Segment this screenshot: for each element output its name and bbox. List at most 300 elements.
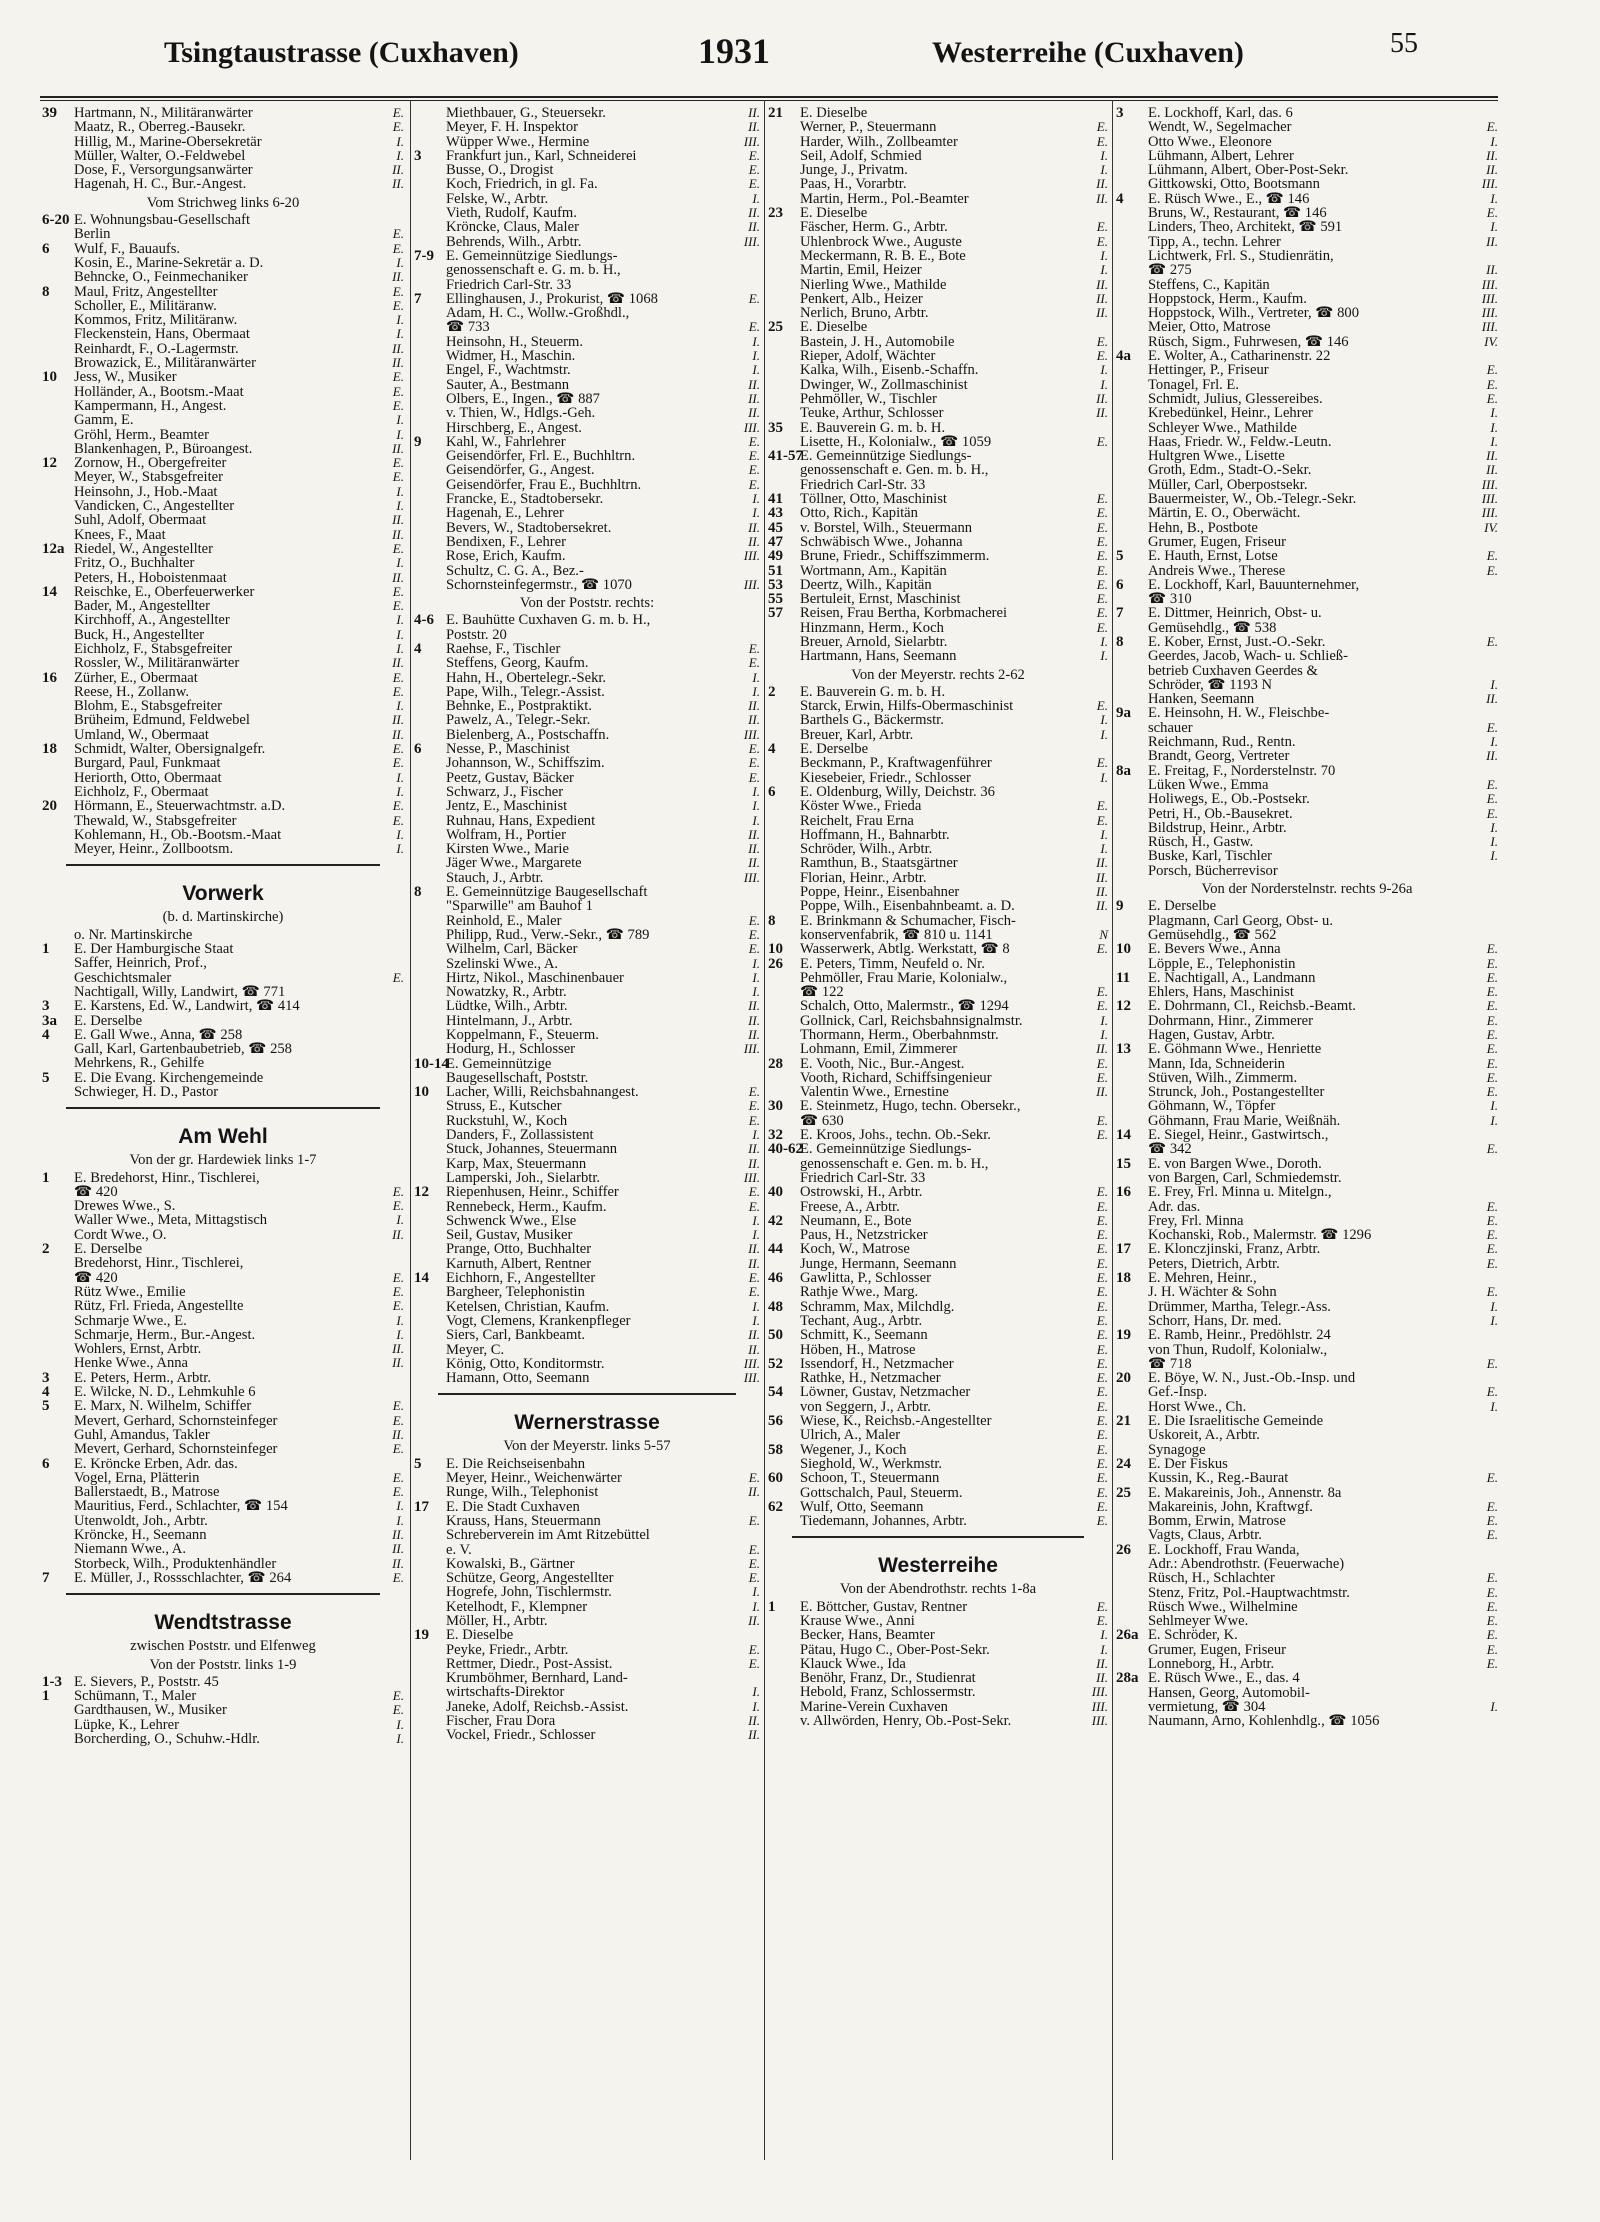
floor-indicator: I. [1490,848,1498,864]
directory-entry [1116,821,1498,835]
directory-entry [42,135,404,149]
resident-text: Eichhorn, F., Angestellter [446,1271,596,1286]
floor-indicator: II. [748,205,760,221]
floor-indicator: E. [748,926,760,942]
resident-text: Ruhnau, Hans, Expedient [446,813,596,828]
resident-text: Thormann, Herm., Oberbahnmstr. [800,1028,999,1043]
floor-indicator: E. [748,433,760,449]
floor-indicator: II. [748,1484,760,1500]
directory-entry [414,1014,760,1028]
resident-text: Rüsch, H., Schlachter [1148,1571,1275,1586]
floor-indicator: E. [392,755,404,771]
directory-entry [414,1071,760,1085]
directory-entry [768,506,1108,520]
directory-entry [1116,564,1498,578]
resident-text: Schmarje, Herm., Bur.-Angest. [74,1327,256,1343]
resident-text: Köster Wwe., Frieda [800,799,922,814]
resident-text: Hodurg, H., Schlosser [446,1042,576,1057]
resident-text: Ruckstuhl, W., Koch [446,1113,568,1129]
floor-indicator: E. [748,162,760,178]
resident-text: E. Rüsch Wwe., E., das. 4 [1148,1671,1300,1686]
house-number: 6 [1116,576,1124,593]
directory-entry [42,742,404,756]
resident-text: genossenschaft e. G. m. b. H., [446,263,621,278]
floor-indicator: E. [1096,591,1108,607]
directory-entry [1116,971,1498,985]
floor-indicator: E. [392,969,404,985]
directory-entry [768,1099,1108,1113]
floor-indicator: E. [1486,633,1498,649]
resident-text: Kowalski, B., Gärtner [446,1556,575,1572]
directory-entry [414,814,760,828]
floor-indicator: II. [1486,748,1498,764]
directory-entry [768,1171,1108,1185]
directory-entry [1116,778,1498,792]
floor-indicator: E. [1486,362,1498,378]
resident-text: E. Bredehorst, Hinr., Tischlerei, [74,1170,260,1185]
directory-entry [1116,1614,1498,1628]
directory-entry [414,1200,760,1214]
directory-entry [768,1071,1108,1085]
house-number: 26 [1116,1541,1131,1558]
resident-text: Koch, W., Matrose [800,1242,910,1257]
house-number: 48 [768,1298,783,1315]
directory-entry [42,1028,404,1042]
floor-indicator: E. [1486,1513,1498,1529]
resident-text: Hoppstock, Herm., Kaufm. [1148,291,1307,307]
resident-text: Lonneborg, H., Arbtr. [1148,1657,1275,1672]
floor-indicator: III. [1481,476,1498,492]
directory-entry [768,685,1108,699]
resident-text: Haas, Friedr. W., Feldw.-Leutn. [1148,434,1332,450]
directory-entry [414,106,760,120]
house-number: 1 [42,1169,50,1186]
resident-text: ☎ 630 [800,1113,844,1129]
directory-entry [1116,1014,1498,1028]
floor-indicator: E. [1096,233,1108,249]
floor-indicator: II. [748,376,760,392]
floor-indicator: I. [1100,726,1108,742]
resident-text: betrieb Cuxhaven Geerdes & [1148,663,1318,678]
floor-indicator: II. [1486,462,1498,478]
resident-text: Frey, Frl. Minna [1148,1213,1244,1229]
directory-entry [1116,535,1498,549]
directory-entry [768,1671,1108,1685]
directory-entry [1116,578,1498,592]
floor-indicator: E. [392,119,404,135]
floor-indicator: II. [748,519,760,535]
directory-entry [414,521,760,535]
resident-text: Steffens, Georg, Kaufm. [446,656,589,671]
floor-indicator: E. [1096,1598,1108,1614]
resident-text: Hintelmann, J., Arbtr. [446,1013,573,1028]
directory-entry [768,1142,1108,1156]
directory-entry [414,406,760,420]
resident-text: Marine-Verein Cuxhaven [800,1699,948,1715]
floor-indicator: III. [1481,276,1498,292]
resident-text: Hagen, Gustav, Arbtr. [1148,1028,1275,1043]
floor-indicator: III. [1481,290,1498,306]
directory-entry [768,135,1108,149]
floor-indicator: E. [1096,519,1108,535]
directory-entry [1116,764,1498,778]
directory-entry [768,1085,1108,1099]
floor-indicator: I. [396,783,404,799]
floor-indicator: E. [1486,998,1498,1014]
resident-text: Starck, Erwin, Hilfs-Obermaschinist [800,699,1014,714]
floor-indicator: II. [1486,448,1498,464]
resident-text: Bevers, W., Stadtobersekret. [446,520,612,535]
resident-text: Blankenhagen, P., Büroangest. [74,441,253,457]
resident-text: E. Böttcher, Gustav, Rentner [800,1599,968,1614]
directory-entry [768,756,1108,770]
floor-indicator: II. [1486,691,1498,707]
floor-indicator: I. [1490,219,1498,235]
resident-text: Gemüsehdlg., ☎ 562 [1148,927,1277,943]
floor-indicator: III. [1481,491,1498,507]
floor-indicator: II. [392,176,404,192]
floor-indicator: E. [1096,1384,1108,1400]
resident-text: Schornsteinfegermstr., ☎ 1070 [446,577,632,593]
resident-text: Geisendörfer, G., Angest. [446,463,595,478]
house-number: 19 [414,1627,429,1644]
house-number: 7-9 [414,247,434,264]
resident-text: Krause Wwe., Anni [800,1613,915,1629]
directory-entry [1116,135,1498,149]
resident-text: Issendorf, H., Netzmacher [800,1356,954,1372]
directory-entry [1116,406,1498,420]
street-heading: Vorwerk [182,882,264,906]
resident-text: Friedrich Carl-Str. 33 [800,477,926,493]
floor-indicator: E. [1096,698,1108,714]
directory-entry [768,1400,1108,1414]
house-number: 50 [768,1327,783,1344]
floor-indicator: I. [1100,262,1108,278]
floor-indicator: E. [1486,1027,1498,1042]
floor-indicator: II. [392,1541,404,1557]
directory-entry [768,1500,1108,1514]
floor-indicator: I. [752,1127,760,1143]
directory-entry [1116,849,1498,863]
floor-indicator: III. [743,548,760,564]
floor-indicator: III. [743,869,760,885]
directory-entry [1116,1085,1498,1099]
directory-entry [42,1414,404,1428]
directory-entry [414,1471,760,1485]
directory-entry [42,456,404,470]
directory-entry [768,478,1108,492]
floor-indicator: E. [392,226,404,242]
directory-entry [1116,1628,1498,1642]
resident-text: E. Rüsch Wwe., E., ☎ 146 [1148,191,1310,207]
resident-text: E. Bauverein G. m. b. H. [800,420,946,435]
resident-text: wirtschafts-Direktor [446,1685,565,1700]
directory-entry [414,771,760,785]
directory-entry [414,478,760,492]
resident-text: o. Nr. Martinskirche [74,927,193,943]
floor-indicator: I. [752,491,760,507]
directory-entry [768,635,1108,649]
floor-indicator: I. [752,1584,760,1600]
floor-indicator: II. [392,1341,404,1357]
house-number: 6 [414,741,422,758]
directory-entry [768,1343,1108,1357]
house-number: 18 [1116,1270,1131,1287]
floor-indicator: II. [392,526,404,542]
floor-indicator: II. [1096,1655,1108,1671]
resident-text: Rütz Wwe., Emilie [74,1284,186,1300]
resident-text: Lamperski, Joh., Sielarbtr. [446,1170,601,1186]
directory-entry [42,327,404,341]
floor-indicator: III. [1481,305,1498,321]
resident-text: Philipp, Rud., Verw.-Sekr., ☎ 789 [446,927,650,943]
resident-text: Junge, J., Privatm. [800,163,908,178]
floor-indicator: II. [748,390,760,406]
resident-text: E. Die Evang. Kirchengemeinde [74,1070,264,1085]
directory-entry [42,1385,404,1399]
directory-column-3 [768,106,1108,1728]
directory-entry [414,1714,760,1728]
floor-indicator: E. [1096,1455,1108,1471]
floor-indicator: I. [396,133,404,149]
floor-indicator: E. [1096,798,1108,814]
resident-text: Bomm, Erwin, Matrose [1148,1514,1286,1529]
directory-entry [42,1271,404,1285]
directory-entry [1116,363,1498,377]
directory-entry [42,785,404,799]
directory-entry [414,1157,760,1171]
directory-entry [1116,864,1498,878]
directory-entry [768,621,1108,635]
floor-indicator: I. [396,1212,404,1228]
resident-text: Kochanski, Rob., Malermstr. ☎ 1296 [1148,1228,1372,1243]
directory-entry [414,306,760,320]
directory-entry [42,985,404,999]
floor-indicator: I. [1100,1012,1108,1028]
floor-indicator: II. [748,1327,760,1343]
directory-entry [414,613,760,627]
directory-entry [1116,1171,1498,1185]
directory-entry [768,1200,1108,1214]
floor-indicator: E. [392,1283,404,1299]
floor-indicator: I. [752,1298,760,1314]
directory-entry [1116,1385,1498,1399]
section-rule [66,864,380,866]
resident-text: Heinsohn, H., Steuerm. [446,334,584,350]
floor-indicator: II. [748,1612,760,1628]
resident-text: Hagenah, E., Lehrer [446,506,564,521]
resident-text: Lacher, Willi, Reichsbahnangest. [446,1085,639,1100]
resident-text: Nachtigall, Willy, Landwirt, ☎ 771 [74,984,286,1000]
directory-entry [42,227,404,241]
resident-text: Breuer, Arnold, Sielarbtr. [800,634,948,650]
floor-indicator: III. [1091,1698,1108,1714]
resident-text: Meyer, Heinr., Weichenwärter [446,1471,622,1486]
resident-text: Horst Wwe., Ch. [1148,1399,1247,1415]
directory-entry [414,1285,760,1299]
resident-text: Linders, Theo, Architekt, ☎ 591 [1148,220,1343,235]
directory-entry [414,885,760,899]
directory-entry [42,542,404,556]
directory-entry [768,163,1108,177]
directory-entry [42,270,404,284]
directory-entry [414,685,760,699]
directory-entry [42,942,404,956]
floor-indicator: II. [392,162,404,178]
floor-indicator: E. [392,369,404,385]
floor-indicator: II. [392,440,404,456]
floor-indicator: I. [396,1312,404,1328]
directory-entry [414,899,760,913]
resident-text: genossenschaft e. Gen. m. b. H., [800,463,989,478]
directory-entry [414,1657,760,1671]
house-number: 42 [768,1212,783,1229]
resident-text: Peyke, Friedr., Arbtr. [446,1642,569,1657]
resident-text: Gef.-Insp. [1148,1385,1208,1400]
resident-text: Behrends, Wilh., Arbtr. [446,234,582,249]
resident-text: E. Gemeinnützige Siedlungs- [800,449,972,464]
resident-text: E. Gemeinnützige Siedlungs- [446,248,618,264]
floor-indicator: E. [392,669,404,685]
resident-text: Prange, Otto, Buchhalter [446,1242,592,1257]
directory-entry [42,1242,404,1256]
resident-text: Löpple, E., Telephonistin [1148,956,1296,971]
resident-text: von Thun, Rudolf, Kolonialw., [1148,1342,1328,1357]
floor-indicator: II. [1096,884,1108,900]
floor-indicator: E. [1096,133,1108,149]
directory-entry [42,956,404,970]
directory-entry [42,971,404,985]
house-number: 4a [1116,348,1131,365]
floor-indicator: E. [1486,548,1498,564]
resident-text: Sehlmeyer Wwe. [1148,1614,1249,1629]
resident-text: E. Gemeinnützige Baugesellschaft [446,885,648,900]
floor-indicator: I. [1490,1098,1498,1114]
house-number: 49 [768,548,783,565]
directory-entry [768,1486,1108,1500]
house-number: 5 [42,1069,50,1086]
house-number: 5 [414,1455,422,1472]
house-number: 28a [1116,1670,1139,1687]
floor-indicator: E. [1486,1055,1498,1071]
resident-text: v. Allwörden, Henry, Ob.-Post-Sekr. [800,1714,1012,1729]
floor-indicator: II. [1096,405,1108,421]
floor-indicator: E. [1486,1584,1498,1600]
house-number: 24 [1116,1455,1131,1472]
floor-indicator: E. [1096,619,1108,635]
floor-indicator: E. [1486,1527,1498,1543]
resident-text: Hamann, Otto, Seemann [446,1371,590,1386]
house-number: 1 [42,1688,50,1705]
resident-text: Junge, Hermann, Seemann [800,1256,957,1272]
resident-text: Lüdtke, Wilh., Arbtr. [446,999,568,1014]
resident-text: E. Brinkmann & Schumacher, Fisch- [800,913,1016,928]
floor-indicator: E. [1096,1227,1108,1243]
resident-text: Freese, A., Arbtr. [800,1199,900,1214]
floor-indicator: E. [1096,1355,1108,1371]
resident-text: Hoppstock, Wilh., Vertreter, ☎ 800 [1148,306,1360,321]
floor-indicator: E. [1096,1498,1108,1514]
directory-entry [1116,985,1498,999]
directory-entry [768,957,1108,971]
floor-indicator: I. [1490,1112,1498,1128]
floor-indicator: E. [1096,533,1108,549]
resident-text: Valentin Wwe., Ernestine [800,1085,949,1100]
directory-entry [414,1343,760,1357]
floor-indicator: I. [1490,1298,1498,1314]
directory-entry [414,1242,760,1256]
floor-indicator: E. [748,741,760,757]
resident-text: Raehse, F., Tischler [446,641,561,657]
floor-indicator: I. [1100,376,1108,392]
floor-indicator: III. [1091,1684,1108,1700]
floor-indicator: I. [752,984,760,1000]
directory-entry [414,1485,760,1499]
directory-entry [42,1399,404,1413]
resident-text: Ehlers, Hans, Maschinist [1148,985,1294,1000]
floor-indicator: II. [748,1255,760,1271]
directory-entry [414,135,760,149]
resident-text: Hirschberg, E., Angest. [446,420,582,435]
directory-entry [768,1443,1108,1457]
directory-entry [414,842,760,856]
floor-indicator: I. [1490,1698,1498,1714]
resident-text: E. Hauth, Ernst, Lotse [1148,549,1278,564]
directory-entry [768,785,1108,799]
directory-entry [768,799,1108,813]
resident-text: Mevert, Gerhard, Schornsteinfeger [74,1413,278,1428]
floor-indicator: I. [752,955,760,971]
house-number: 3 [414,147,422,164]
resident-text: E. Derselbe [1148,899,1217,914]
resident-text: Harder, Wilh., Zollbeamter [800,134,958,149]
resident-text: Löwner, Gustav, Netzmacher [800,1385,971,1400]
house-number: 12a [42,540,65,557]
house-number: 60 [768,1470,783,1487]
floor-indicator: III. [743,233,760,249]
floor-indicator: E. [1486,984,1498,1000]
resident-text: E. Lockhoff, Karl, das. 6 [1148,106,1293,121]
directory-entry [1116,635,1498,649]
house-number: 4 [1116,190,1124,207]
directory-entry [414,1085,760,1099]
resident-text: Otto Wwe., Eleonore [1148,134,1272,149]
directory-entry [1116,120,1498,134]
resident-text: Hultgren Wwe., Lisette [1148,449,1285,464]
floor-indicator: E. [1096,505,1108,521]
floor-indicator: E. [392,397,404,413]
floor-indicator: E. [392,1569,404,1585]
resident-text: Sieghold, W., Werkmstr. [800,1456,943,1472]
floor-indicator: E. [392,1441,404,1457]
resident-text: E. Dieselbe [446,1628,514,1643]
directory-entry [414,1028,760,1042]
resident-text: Bielenberg, A., Postschaffn. [446,727,610,743]
floor-indicator: I. [1490,433,1498,449]
floor-indicator: E. [1096,1069,1108,1085]
directory-entry [768,492,1108,506]
house-number: 15 [1116,1155,1131,1172]
floor-indicator: I. [1100,1627,1108,1643]
floor-indicator: II. [1096,1670,1108,1686]
directory-entry [414,742,760,756]
directory-entry [768,1514,1108,1528]
floor-indicator: I. [396,841,404,857]
floor-indicator: E. [392,469,404,485]
directory-entry [1116,692,1498,706]
directory-entry [768,120,1108,134]
floor-indicator: E. [1486,719,1498,735]
